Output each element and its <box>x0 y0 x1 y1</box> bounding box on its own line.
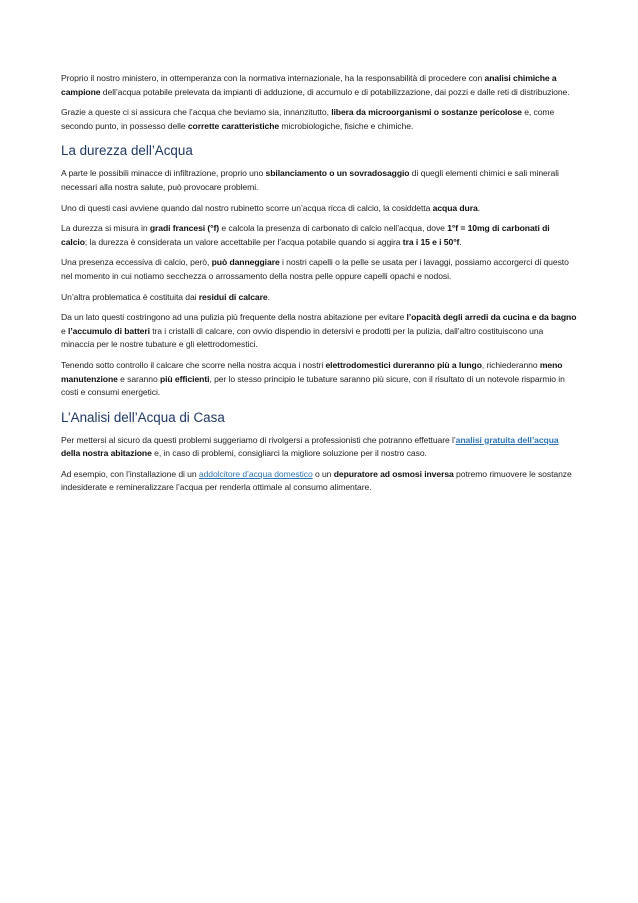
paragraph-8: Da un lato questi costringono ad una pulizia più frequente della nostra abitazione per evitare l’opacità degli arredi da cucina e da bagno e l’accumulo di batteri tra i cristalli di calcare, con ovvio dispendio in detersivi e prodotti per la pulizia, dall’altro costituiscono una minaccia per le nostre tubature e gli elettrodomestici. <box>61 312 577 350</box>
bold-text: analisi chimiche a campione <box>61 73 557 97</box>
bold-text: 1°f = 10mg di carbonati di calcio <box>61 223 550 247</box>
bold-text: tra i 15 e i 50°f <box>402 236 460 247</box>
bold-text: libera da microorganismi o sostanze pericolose <box>331 107 522 118</box>
bold-text: sbilanciamento o un sovradosaggio <box>265 168 410 179</box>
paragraph-6: Una presenza eccessiva di calcio, però, può danneggiare i nostri capelli o la pelle se usata per i lavaggi, possiamo accorgerci di questo nel momento in cui notiamo secchezza o arrossamento della nostra pelle oppure capelli opachi e nodosi. <box>61 257 569 281</box>
paragraph-5: La durezza si misura in gradi francesi (°f) e calcola la presenza di carbonato di calcio nell’acqua, dove 1°f = 10mg di carbonati di calcio; la durezza è considerata un valore accettabile per l’acqua potabile quando si aggira tra i 15 e i 50°f. <box>61 223 550 247</box>
bold-text: può danneggiare <box>211 257 280 268</box>
bold-text: gradi francesi (°f) <box>149 223 220 234</box>
bold-text: l’opacità degli arredi da cucina e da bagno <box>406 312 577 323</box>
paragraph-2: Grazie a queste ci si assicura che l’acqua che beviamo sia, innanzitutto, libera da microorganismi o sostanze pericolose e, come secondo punto, in possesso delle corrette caratteristiche microbiologiche, fisiche e chimiche. <box>61 107 555 131</box>
paragraph-7: Un’altra problematica è costituita dai residui di calcare. <box>61 291 270 302</box>
bold-text: acqua dura <box>432 202 478 213</box>
link-addolcitore[interactable]: addolcitore d’acqua domestico <box>198 468 313 479</box>
document-body <box>61 72 577 502</box>
paragraph-1: Proprio il nostro ministero, in ottemperanza con la normativa internazionale, ha la responsabilità di procedere con analisi chimiche a campione dell’acqua potabile prelevata da impianti di adduzione, di accumulo e di potabilizzazione, dai pozzi e dalle reti di distribuzione. <box>61 73 570 97</box>
bold-text: più efficienti <box>159 373 210 384</box>
paragraph-10: Per mettersi al sicuro da questi problemi suggeriamo di rivolgersi a professionisti che potranno effettuare l’analisi gratuita dell’acqua della nostra abitazione e, in caso di problemi, consigliarci la migliore soluzione per il nostro caso. <box>61 434 559 459</box>
section-heading-analisi: L’Analisi dell’Acqua di Casa <box>61 409 225 425</box>
bold-text: meno manutenzione <box>61 359 563 384</box>
paragraph-3: A parte le possibili minacce di infiltrazione, proprio uno sbilanciamento o un sovradosaggio di quegli elementi chimici e sali minerali necessari alla nostra salute, può provocare problemi. <box>61 168 559 192</box>
bold-text: elettrodomestici dureranno più a lungo <box>325 359 482 370</box>
bold-text: depuratore ad osmosi inversa <box>333 468 454 479</box>
bold-text: residui di calcare <box>198 291 268 302</box>
paragraph-11: Ad esempio, con l’installazione di un addolcitore d’acqua domestico o un depuratore ad osmosi inversa potremo rimuovere le sostanze indesiderate e remineralizzare l’acqua per renderla ottimale al consumo alimentare. <box>61 468 572 493</box>
section-heading-durezza: La durezza dell’Acqua <box>61 143 193 159</box>
bold-text: della nostra abitazione <box>61 448 152 459</box>
paragraph-4: Uno di questi casi avviene quando dal nostro rubinetto scorre un’acqua ricca di calcio, la cosiddetta acqua dura. <box>61 202 480 213</box>
bold-text: corrette caratteristiche <box>187 120 280 131</box>
link-analisi-gratuita[interactable]: analisi gratuita dell’acqua <box>455 434 559 445</box>
paragraph-9: Tenendo sotto controllo il calcare che scorre nella nostra acqua i nostri elettrodomestici dureranno più a lungo, richiederanno meno manutenzione e saranno più efficienti, per lo stesso principio le tubature saranno più sicure, con il risultato di un notevole risparmio in costi e consumi energetici. <box>61 359 565 398</box>
bold-text: l’accumulo di batteri <box>68 325 150 336</box>
